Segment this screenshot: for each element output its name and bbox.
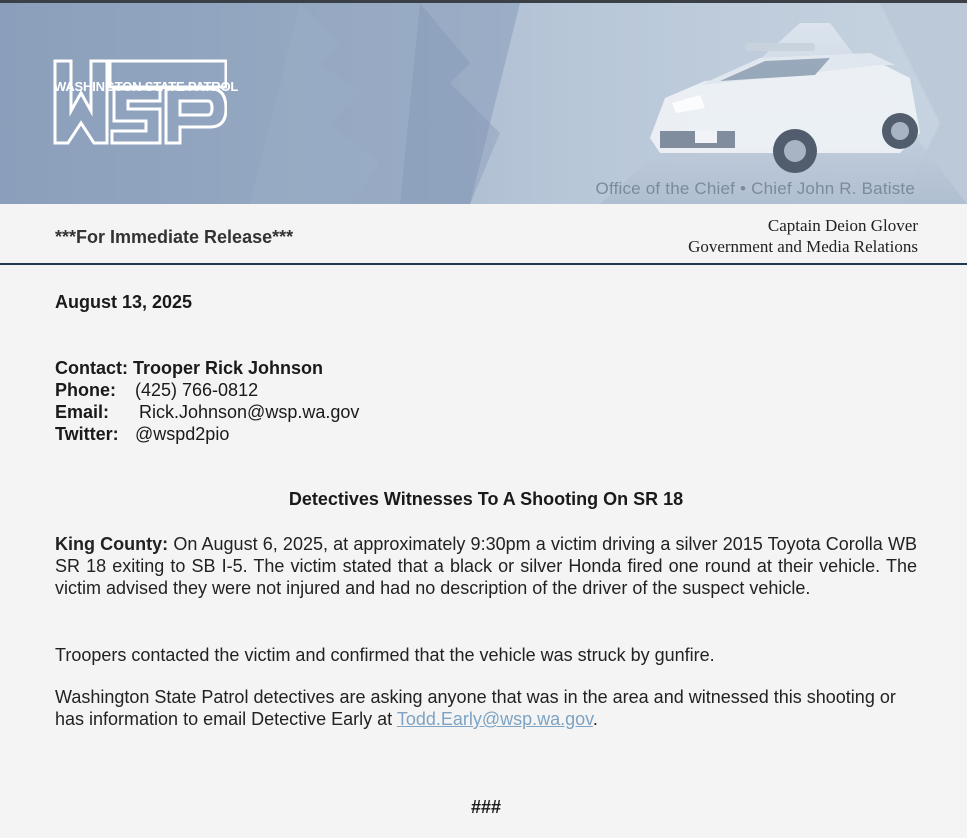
paragraph-3-end: . xyxy=(592,709,598,729)
header-banner xyxy=(0,3,967,204)
email-value[interactable]: Rick.Johnson@wsp.wa.gov xyxy=(139,402,360,422)
end-of-release-mark: ### xyxy=(470,797,502,817)
release-label: ***For Immediate Release*** xyxy=(55,227,294,247)
contact-label: Contact: xyxy=(55,358,128,378)
body-paragraph-1 xyxy=(55,533,917,599)
wsp-logo xyxy=(52,59,239,152)
contact-name: Trooper Rick Johnson xyxy=(133,358,324,378)
paragraph-3-text: Washington State Patrol detectives are asking anyone that was in the area and witnessed this shooting or has information to email Detective Early at xyxy=(55,687,896,729)
phone-row xyxy=(55,379,359,401)
release-date: August 13, 2025 xyxy=(55,292,193,312)
detective-email-link[interactable]: Todd.Early@wsp.wa.gov xyxy=(396,709,593,729)
email-label: Email: xyxy=(55,402,110,422)
media-contact-block xyxy=(688,215,918,257)
press-release-headline: Detectives Witnesses To A Shooting On SR 18 xyxy=(288,489,684,509)
contact-row xyxy=(55,357,359,379)
body-paragraph-2: Troopers contacted the victim and confirmed that the vehicle was struck by gunfire. xyxy=(55,645,715,665)
email-row xyxy=(55,401,359,423)
department-name: Government and Media Relations xyxy=(688,237,918,256)
body-paragraph-3 xyxy=(55,686,917,730)
twitter-value[interactable]: @wspd2pio xyxy=(135,424,230,444)
phone-value: (425) 766-0812 xyxy=(135,380,259,400)
twitter-row xyxy=(55,423,359,445)
paragraph-1-text: On August 6, 2025, at approximately 9:30pm a victim driving a silver 2015 Toyota Corolla WB SR 18 exiting to SB I-5. The victim stated that a black or silver Honda fired one round at their vehicle. The victim advised they were not injured and had no description of the driver of the suspect vehicle. xyxy=(55,534,917,598)
twitter-label: Twitter: xyxy=(55,424,119,444)
contact-block xyxy=(55,357,359,445)
office-of-chief: Office of the Chief • Chief John R. Batiste xyxy=(595,179,915,198)
phone-label: Phone: xyxy=(55,380,116,400)
header-divider xyxy=(0,263,967,265)
location-label: King County: xyxy=(55,534,169,554)
logo-wordmark: WASHINGTON STATE PATROL xyxy=(54,79,239,94)
captain-name: Captain Deion Glover xyxy=(767,216,918,235)
